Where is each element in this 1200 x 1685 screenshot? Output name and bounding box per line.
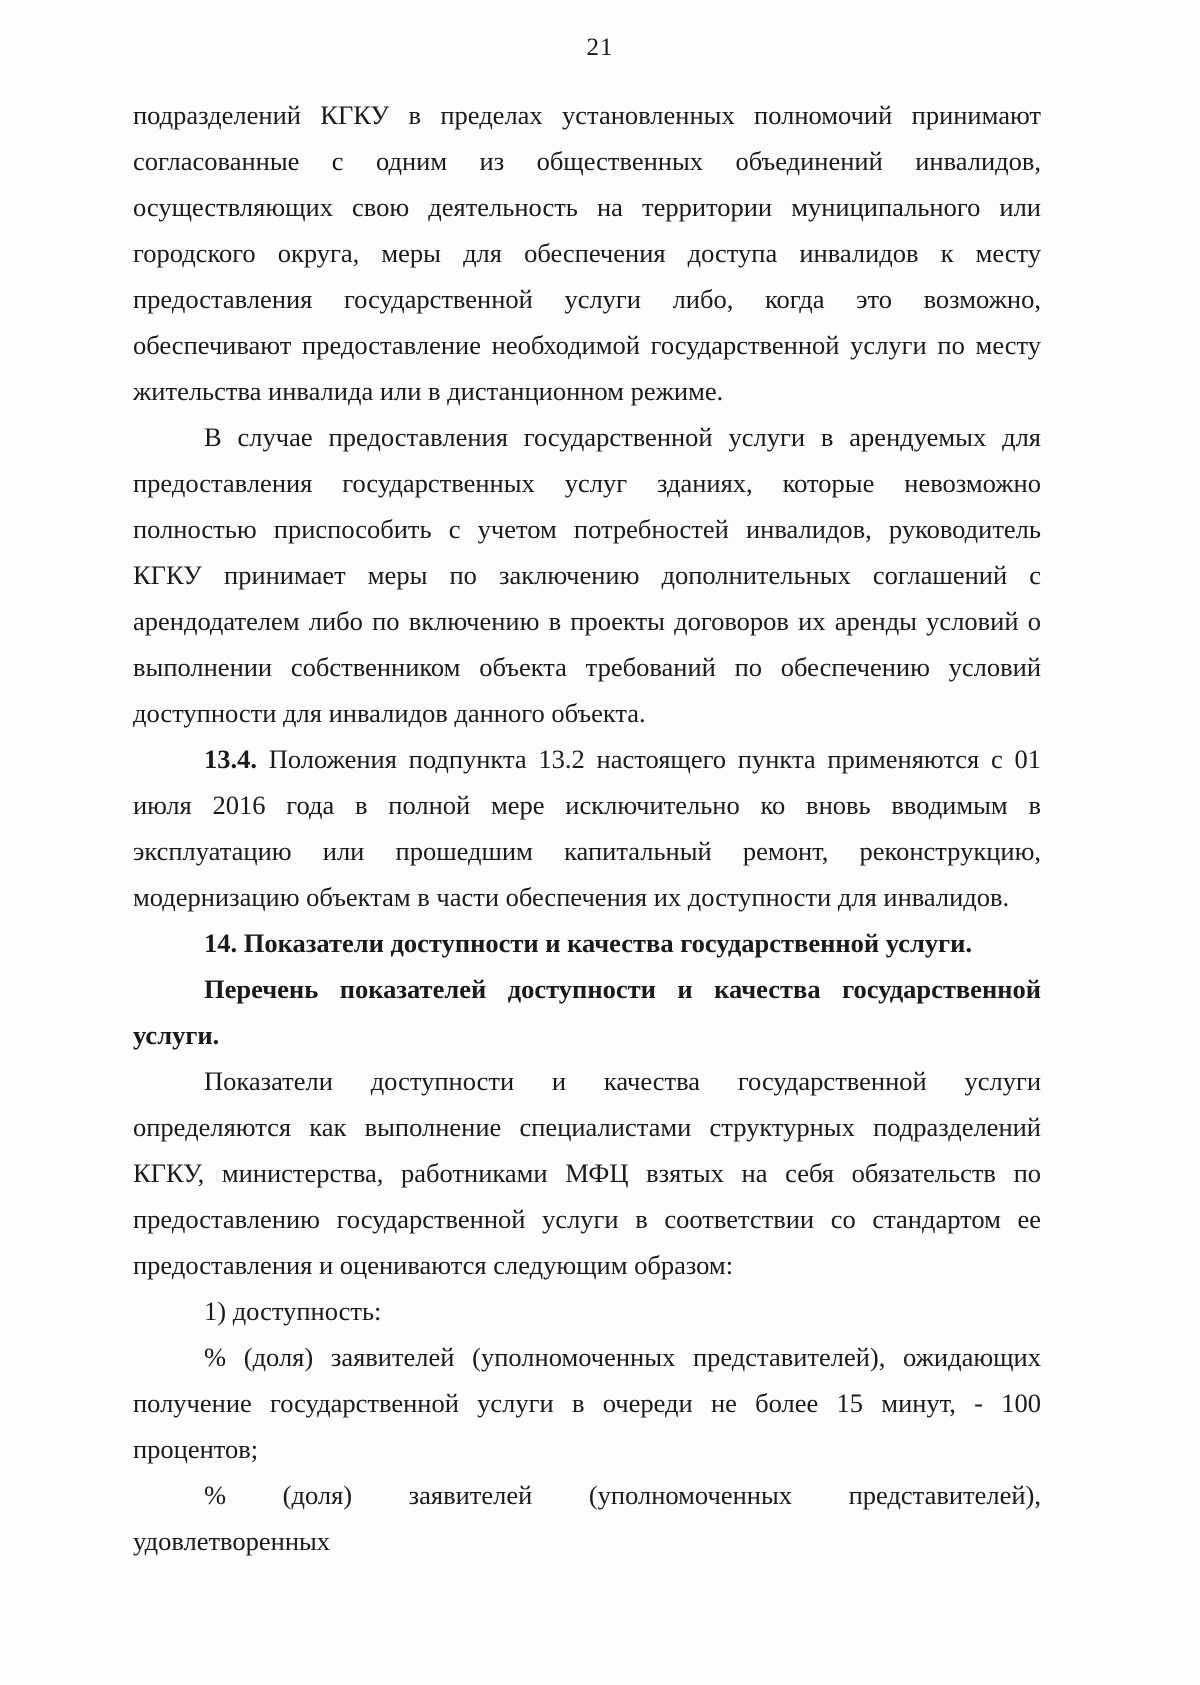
paragraph-leased-buildings: В случае предоставления государственной услуги в арендуемых для предоставления государственных услуг зданиях, которые невозможно полностью приспособить с учетом потребностей инвалидов, руководитель КГКУ принимает меры по заключению дополнительных соглашений с арендодателем либо по включению в проекты договоров их аренды условий о выполнении собственником объекта требований по обеспечению условий доступности для инвалидов данного объекта. (133, 422, 1041, 728)
document-body (133, 92, 1041, 1564)
subsection-heading: Перечень показателей доступности и качества государственной услуги. (133, 974, 1041, 1050)
section-heading-14: 14. Показатели доступности и качества государственной услуги. (204, 928, 973, 958)
paragraph-continuation: подразделений КГКУ в пределах установленных полномочий принимают согласованные с одним из общественных объединений инвалидов, осуществляющих свою деятельность на территории муниципального или городского округа, меры для обеспечения доступа инвалидов к месту предоставления государственной услуги либо, когда это возможно, обеспечивают предоставление необходимой государственной услуги по месту жительства инвалида или в дистанционном режиме. (133, 100, 1041, 406)
list-item-accessibility: 1) доступность: (204, 1296, 382, 1326)
clause-number: 13.4. (204, 744, 257, 774)
page-number: 21 (586, 34, 614, 61)
paragraph-queue-share: % (доля) заявителей (уполномоченных представителей), ожидающих получение государственной услуги в очереди не более 15 минут, - 100 процентов; (133, 1342, 1041, 1464)
paragraph-13-4 (133, 736, 1041, 920)
paragraph-satisfied-share: % (доля) заявителей (уполномоченных представителей), удовлетворенных (133, 1480, 1041, 1556)
clause-text: Положения подпункта 13.2 настоящего пункта применяются с 01 июля 2016 года в полной мере исключительно ко вновь вводимым в эксплуатацию или прошедшим капитальный ремонт, реконструкцию, модернизацию объектам в части обеспечения их доступности для инвалидов. (133, 744, 1041, 912)
paragraph-indicators: Показатели доступности и качества государственной услуги определяются как выполнение специалистами структурных подразделений КГКУ, министерства, работниками МФЦ взятых на себя обязательств по предоставлению государственной услуги в соответствии со стандартом ее предоставления и оцениваются следующим образом: (133, 1066, 1041, 1280)
